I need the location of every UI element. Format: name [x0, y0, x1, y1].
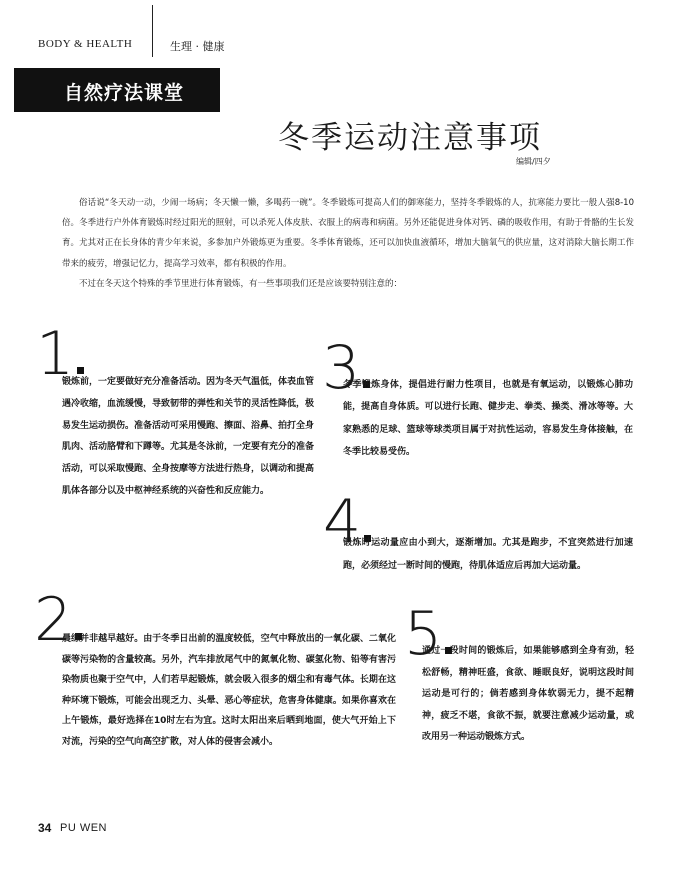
- article-intro: [62, 193, 634, 294]
- tip-number: 4: [323, 492, 371, 552]
- tip-text: 冬季锻炼身体，提倡进行耐力性项目，也就是有氧运动，以锻炼心肺功能，提高自身体质。可以进行长跑、健步走、拳类、操类、滑冰等等。大家熟悉的足球、篮球等球类项目属于对抗性运动，容易发生身体接触，在冬季比较易受伤。: [343, 380, 633, 457]
- tip-text: 锻炼前，一定要做好充分准备活动。因为冬天气温低，体表血管遇冷收缩，血流缓慢，导致韧带的弹性和关节的灵活性降低，极易发生运动损伤。准备活动可采用慢跑、擦面、浴鼻、拍打全身肌肉、活动胳臂和下蹲等。尤其是冬泳前，一定要有充分的准备活动，可以采取慢跑、全身按摩等方法进行热身，以调动和提高肌体各部分以及中枢神经系统的兴奋性和反应能力。: [62, 377, 315, 496]
- tip-text: 锻炼时运动量应由小到大，逐渐增加。尤其是跑步，不宜突然进行加速跑，必须经过一断时间的慢跑，待肌体适应后再加大运动量。: [343, 538, 633, 571]
- header-divider: [152, 5, 153, 57]
- tip-number: 5: [404, 604, 452, 664]
- intro-paragraph: 不过在冬天这个特殊的季节里进行体育锻炼，有一些事项我们还是应该要特别注意的：: [79, 278, 403, 289]
- tip-text: 通过一段时间的锻炼后，如果能够感到全身有劲，轻松舒畅，精神旺盛，食欲、睡眠良好，说明这段时间运动是可行的；倘若感到身体软弱无力，提不起精神，疲乏不堪，食欲不振，就要注意减少运动量，或改用另一种运动锻炼方式。: [422, 646, 634, 742]
- article-editor: 编辑/四夕: [516, 157, 551, 166]
- tip-text: 晨练并非越早越好。由于冬季日出前的温度较低，空气中释放出的一氧化碳、二氧化碳等污染物的含量较高。另外，汽车排放尾气中的氮氧化物、碳氢化物、铅等有害污染物质也聚于空气中，人们若早起锻炼，就会吸入很多的烟尘和有毒气体。长期在这种环境下锻炼，可能会出现乏力、头晕、恶心等症状，危害身体健康。如果你喜欢在上午锻炼，最好选择在10时左右为宜。这时太阳出来后晒到地面，使大气开始上下对流，污染的空气向高空扩散，对人体的侵害会减小。: [62, 634, 396, 747]
- magazine-name: PU WEN: [60, 822, 107, 834]
- tip-number: 3: [322, 338, 370, 398]
- tip-number: 1: [36, 324, 84, 384]
- column-title: 自然疗法课堂: [64, 82, 185, 104]
- intro-paragraph: 俗话说“冬天动一动，少闹一场病；冬天懒一懒，多喝药一碗”。冬季锻炼可提高人们的御寒能力，坚持冬季锻炼的人，抗寒能力要比一般人强8-10倍。冬季进行户外体育锻炼时经过阳光的照射，可以杀死人体皮肤、衣服上的病毒和病菌。另外还能促进身体对钙、磷的吸收作用，有助于骨骼的生长发育。尤其对正在长身体的青少年来说，多参加户外锻炼更为重要。冬季体育锻炼，还可以加快血液循环，增加大脑氧气的供应量，这对消除大脑长期工作带来的疲劳，增强记忆力，提高学习效率，都有积极的作用。: [62, 198, 634, 269]
- page-number: 34: [38, 821, 52, 835]
- article-title: 冬季运动注意事项: [278, 120, 542, 156]
- tip-number: 2: [34, 590, 82, 650]
- section-name-cn: 生理 · 健康: [170, 40, 225, 53]
- section-name-en: BODY & HEALTH: [38, 38, 133, 50]
